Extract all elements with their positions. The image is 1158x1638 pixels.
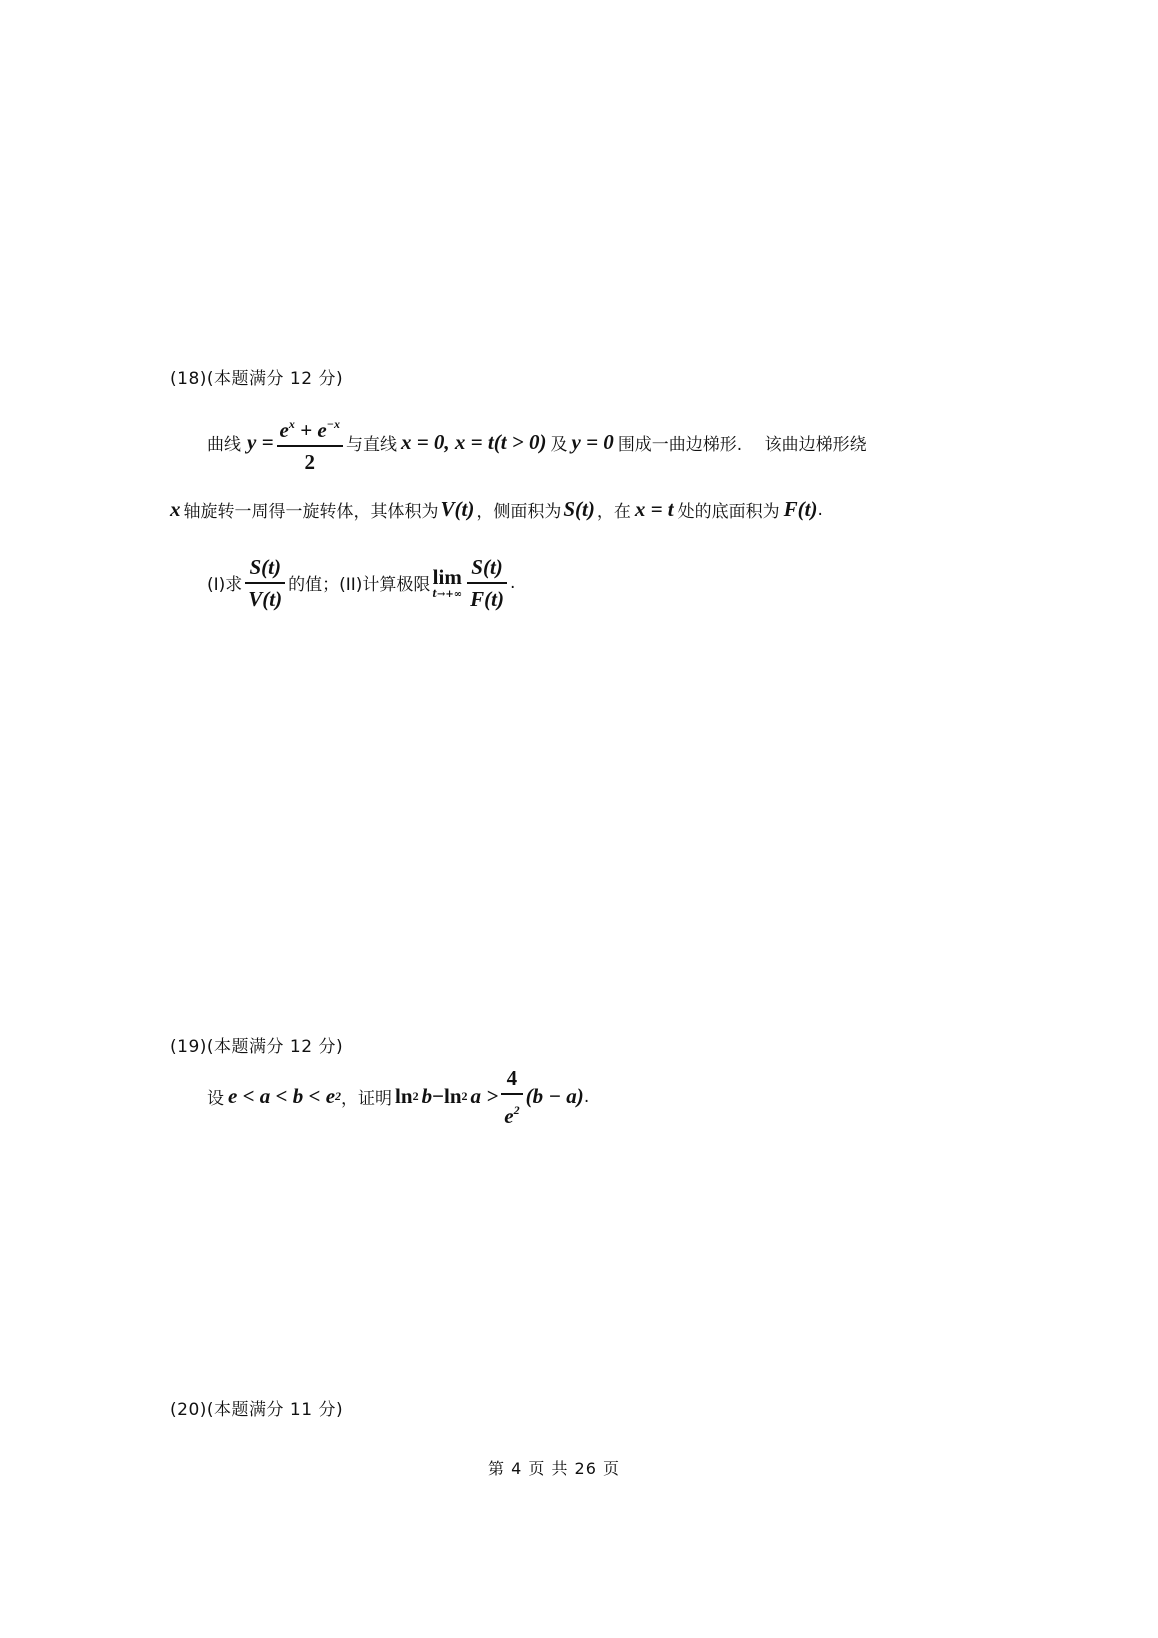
q19-l1-math3: a > [470,1084,499,1109]
q18-l2-math3: S(t) [563,497,595,521]
q18-l2-math1: x [170,497,181,521]
q19-l1-text3: . [583,1086,590,1107]
q18-l2-math2: V(t) [440,497,475,521]
q19-l1-ln1: ln [395,1084,413,1109]
q18-l1-math3: y = 0 [571,430,614,455]
q19-line1 [207,1066,589,1128]
q18-l2-text5: . [817,499,823,520]
q19-header: (19)(本题满分 12 分) [170,1037,344,1057]
q18-l2-text1: 轴旋转一周得一旋转体，其体积为 [183,502,439,522]
q18-l3-fraction1 [245,555,285,611]
q18-l1-frac-num [277,412,343,445]
q18-l2-text4: 处的底面积为 [677,502,780,522]
q18-l1-fraction [277,412,343,474]
q19-l1-math1: e < a < b < e [228,1084,336,1109]
q18-l2-text2: ，侧面积为 [476,502,562,522]
q18-line2 [170,497,823,522]
q19-l1-frac-den [501,1095,522,1128]
q18-l3-f2-den: F(t) [470,586,504,611]
q18-l2-math5: F(t) [783,497,818,521]
q18-l3-f1-num: S(t) [249,555,281,579]
q19-l1-minus: − [432,1084,445,1109]
q19-l1-math2: b [421,1084,433,1109]
q18-l1-text1: 曲线 [207,435,241,456]
q18-l3-text3: . [509,572,516,593]
q19-l1-ln1-sup: 2 [412,1089,419,1104]
den-sup: 2 [513,1102,520,1117]
q18-l3-text1: (I)求 [207,575,243,596]
q18-l1-yeq: y = [247,430,274,455]
q19-l1-ln2-sup: 2 [461,1089,468,1104]
lim-operator: lim [432,565,462,590]
lim-subscript: t→+∞ [432,589,463,601]
q18-l1-text3: 及 [550,435,568,456]
num-sup2: −x [326,417,340,431]
den-e: e [504,1103,514,1128]
q19-l1-frac-num: 4 [506,1066,518,1090]
q18-l1-frac-den: 2 [304,449,315,474]
q18-l1-math2: x = 0, x = t(t > 0) [400,430,547,455]
num-plus-e: + e [294,418,327,442]
q19-l1-math1-sup: 2 [335,1089,342,1104]
num-e: e [279,418,289,442]
q18-l2-text3: ，在 [596,502,631,522]
q20-header: (20)(本题满分 11 分) [170,1400,344,1420]
q18-l1-text4: 围成一曲边梯形. 该曲边梯形绕 [617,435,867,456]
q18-line3 [207,555,515,611]
q19-l1-ln2: ln [444,1084,462,1109]
num-sup1: x [288,417,295,431]
q18-l2-math4: x = t [634,497,674,521]
q18-l1-text2: 与直线 [345,435,397,456]
q18-l3-f1-den: V(t) [248,586,283,611]
q18-l3-text2: 的值；(II)计算极限 [288,575,431,596]
q18-line1 [207,412,867,474]
q19-l1-math4: (b − a) [525,1084,584,1109]
q18-l3-f2-num: S(t) [471,555,503,579]
q19-l1-text2: ，证明 [341,1089,393,1110]
page-number: 第 4 页 共 26 页 [488,1459,620,1478]
q18-l3-fraction2 [467,555,507,611]
q18-l3-limit [432,565,462,600]
q19-l1-text1: 设 [207,1089,224,1110]
q18-header: (18)(本题满分 12 分) [170,369,344,389]
q19-l1-fraction [501,1066,522,1128]
